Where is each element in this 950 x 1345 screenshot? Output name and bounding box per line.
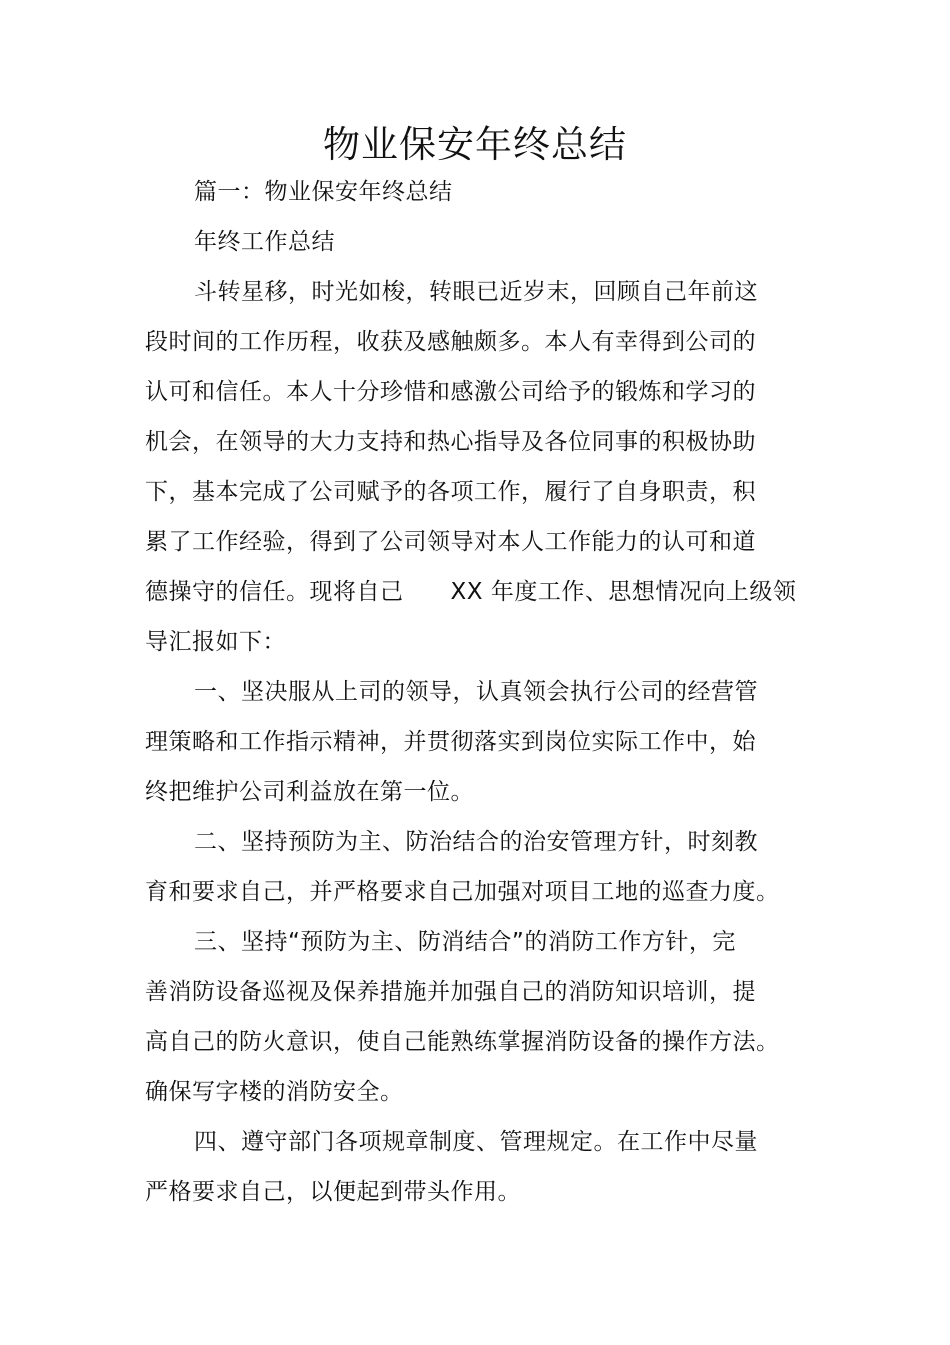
paragraph-line: 高自己的防火意识，使自己能熟练掌握消防设备的操作方法。 [145,1029,780,1055]
paragraph-line: 四、遵守部门各项规章制度、管理规定。在工作中尽量 [194,1129,758,1155]
document-title: 物业保安年终总结 [323,123,627,166]
paragraph-line: 机会，在领导的大力支持和热心指导及各位同事的积极协助 [145,429,756,455]
paragraph-line: 理策略和工作指示精神，并贯彻落实到岗位实际工作中，始 [145,729,756,755]
paragraph-line: 善消防设备巡视及保养措施并加强自己的消防知识培训，提 [145,979,756,1005]
paragraph-line: 德操守的信任。现将自己 XX 年度工作、思想情况向上级领 [145,579,797,605]
paragraph-line: 二、坚持预防为主、防治结合的治安管理方针，时刻教 [194,829,758,855]
paragraph-line: 确保写字楼的消防安全。 [145,1079,404,1105]
paragraph-line: 严格要求自己，以便起到带头作用。 [145,1179,521,1205]
paragraph-line: 导汇报如下： [145,629,286,655]
paragraph-line: 下，基本完成了公司赋予的各项工作，履行了自身职责，积 [145,479,756,505]
paragraph-line: 斗转星移，时光如梭，转眼已近岁末，回顾自己年前这 [194,279,758,305]
paragraph-line: 终把维护公司利益放在第一位。 [145,779,474,805]
paragraph-line: 段时间的工作历程，收获及感触颇多。本人有幸得到公司的 [145,329,756,355]
paragraph-line: 一、坚决服从上司的领导，认真领会执行公司的经营管 [194,679,758,705]
paragraph-line: 认可和信任。本人十分珍惜和感激公司给予的锻炼和学习的 [145,379,756,405]
paragraph-line: 育和要求自己，并严格要求自己加强对项目工地的巡查力度。 [145,879,780,905]
document-subtitle: 篇一：物业保安年终总结 [194,179,453,205]
paragraph-line: 三、坚持“预防为主、防消结合”的消防工作方针，完 [194,929,736,955]
paragraph-line: 累了工作经验，得到了公司领导对本人工作能力的认可和道 [145,529,756,555]
section-heading: 年终工作总结 [194,229,335,255]
